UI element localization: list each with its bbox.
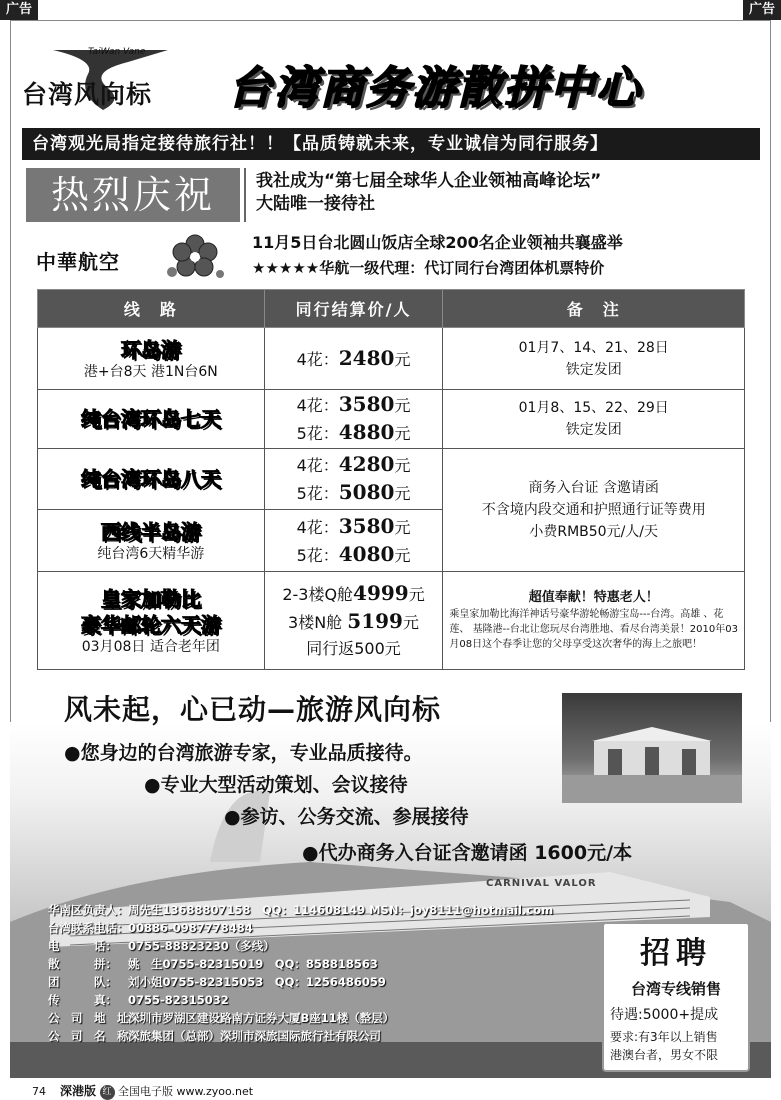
route-sub: 03月08日 适合老年团: [81, 638, 220, 655]
note-cell: [443, 449, 745, 572]
feature-item: ●参访、公务交流、参展接待: [224, 806, 469, 828]
currency: 元: [394, 484, 411, 503]
contact-label: 散 拼：: [48, 957, 117, 971]
divider: [244, 168, 246, 222]
route-cell: [38, 390, 265, 449]
page-number: 74: [32, 1085, 46, 1098]
price-label: 4花：: [296, 396, 339, 415]
route-sub: 港+台8天 港1N台6N: [83, 363, 218, 380]
contact-label: 华南区负责人：: [48, 903, 129, 917]
price-value: 4880: [338, 420, 395, 444]
note-line: 商务入台证 含邀请函: [528, 480, 659, 496]
note-highlight: 超值奉献！特惠老人！: [528, 590, 659, 605]
currency: 元: [394, 456, 411, 475]
currency: 元: [394, 424, 411, 443]
price-label: 5花：: [296, 484, 339, 503]
contact-value: 刘小姐0755-82315053 QQ：1256486059: [128, 975, 386, 989]
contact-row: [48, 992, 229, 1008]
edition-badge: 红: [100, 1085, 115, 1100]
route-cell: [38, 449, 265, 510]
gate-illustration: [562, 693, 742, 803]
table-header-row: [38, 290, 745, 328]
slogan: 风未起，心已动—旅游风向标: [64, 693, 442, 726]
currency: 元: [394, 545, 411, 565]
route-name: 西线半岛游: [100, 519, 201, 544]
currency: 元: [394, 517, 411, 537]
requirement-line: 港澳台者，男女不限: [610, 1048, 719, 1062]
contact-value: 0755-88823230（多线）: [128, 939, 275, 953]
plum-blossom-icon: [160, 230, 230, 280]
logo-subtitle: TaiWan Vane: [88, 47, 146, 57]
note-cell: [443, 390, 745, 449]
column-header: 同行结算价/人: [264, 290, 443, 328]
contact-row: [48, 902, 553, 918]
recruitment-title: 招聘: [640, 936, 712, 971]
airline-line1: 11月5日台北圆山饭店全球200名企业领袖共襄盛举: [252, 233, 623, 252]
recruitment-requirements: [610, 1028, 718, 1064]
route-cell: [38, 510, 265, 572]
price-label: 4花：: [296, 517, 339, 537]
celebrate-text: [256, 170, 601, 216]
price-label: 5花：: [296, 545, 339, 565]
ad-tag-left: 广告: [0, 0, 38, 20]
price-value: 5199: [347, 608, 403, 633]
price-table: [37, 289, 745, 670]
contact-value: 0755-82315032: [128, 993, 229, 1007]
contact-label: 团 队：: [48, 975, 117, 989]
price-cell: [264, 328, 443, 390]
recruitment-position: 台湾专线销售: [630, 980, 721, 998]
price-value: 4080: [338, 541, 395, 566]
price-cell: [264, 449, 443, 510]
table-row: [38, 572, 745, 670]
note-cell: [443, 572, 745, 670]
memorial-gate-photo: [562, 693, 742, 803]
banner-bar: 台湾观光局指定接待旅行社！！【品质铸就未来，专业诚信为同行服务】: [22, 128, 760, 160]
contact-value: 姚 生0755-82315019 QQ：858818563: [128, 957, 378, 971]
contact-row: [48, 1010, 394, 1026]
price-label: 3楼N舱: [288, 612, 348, 632]
contact-row: [48, 956, 378, 972]
price-label: 2-3楼Q舱: [282, 584, 354, 604]
currency: 元: [402, 612, 419, 632]
route-name: 皇家加勒比: [100, 586, 201, 611]
route-name: 纯台湾环岛八天: [80, 467, 221, 491]
price-value: 5080: [338, 480, 395, 504]
note-line: 01月7、14、21、28日: [518, 339, 669, 356]
celebrate-line1: 我社成为“第七届全球华人企业领袖高峰论坛”: [256, 171, 602, 191]
contact-label: 公 司 地 址：: [48, 1011, 140, 1025]
currency: 元: [394, 349, 411, 369]
contact-row: [48, 974, 386, 990]
logo-name: 台湾风向标: [22, 80, 153, 109]
price-value: 4280: [338, 452, 395, 476]
contact-label: 电 话：: [48, 939, 117, 953]
contact-value: 周先生13688807158 QQ：114608149 MSN：joy8111@hotmail.com: [128, 903, 554, 917]
feature-item: ●专业大型活动策划、会议接待: [144, 774, 408, 796]
column-header: 线 路: [38, 290, 265, 328]
route-name: 豪华邮轮六天游: [80, 612, 221, 637]
currency: 元: [408, 584, 425, 604]
price-label: 4花：: [296, 349, 339, 369]
price-label: 5花：: [296, 424, 339, 443]
feature-item: ●代办商务入台证含邀请函 1600元/本: [302, 842, 633, 864]
edition-label: 深港版: [60, 1084, 97, 1098]
price-cell: [264, 510, 443, 572]
feature-item: ●您身边的台湾旅游专家，专业品质接待。: [64, 742, 423, 764]
contact-row: [48, 920, 253, 936]
airline-line2: ★★★★★华航一级代理：代订同行台湾团体机票特价: [252, 259, 605, 277]
contact-label: 传 真：: [48, 993, 117, 1007]
column-header: 备 注: [443, 290, 745, 328]
ship-name: CARNIVAL VALOR: [486, 878, 597, 889]
route-sub: 纯台湾6天精华游: [97, 545, 205, 562]
note-line: 铁定发团: [565, 361, 622, 378]
celebrate-line2: 大陆唯一接待社: [256, 194, 375, 214]
website-link[interactable]: 全国电子版 www.zyoo.net: [118, 1085, 254, 1098]
contact-row: [48, 938, 275, 954]
price-label: 4花：: [296, 456, 339, 475]
price-cell: [264, 390, 443, 449]
table-row: [38, 328, 745, 390]
route-cell: [38, 328, 265, 390]
route-name: 环岛游: [120, 337, 181, 362]
contact-value: 深旅集团（总部）深圳市深旅国际旅行社有限公司: [128, 1029, 381, 1043]
ad-tag-right: 广告: [743, 0, 781, 20]
rebate: 同行返500元: [306, 638, 401, 658]
currency: 元: [394, 396, 411, 415]
price-value: 4999: [353, 580, 409, 605]
table-row: [38, 449, 745, 510]
note-line: 铁定发团: [565, 422, 622, 438]
requirement-line: 要求:有3年以上销售: [610, 1030, 718, 1044]
recruitment-pay: 待遇:5000+提成: [610, 1007, 719, 1023]
contact-value: 深圳市罗湖区建设路南方证券大厦B座11楼（整层）: [128, 1011, 395, 1025]
contact-row: [48, 1028, 381, 1044]
celebrate-banner: 热烈庆祝: [26, 168, 240, 222]
price-value: 2480: [338, 345, 395, 370]
price-value: 3580: [338, 392, 395, 416]
note-cell: [443, 328, 745, 390]
note-line: 小费RMB50元/人/天: [529, 524, 659, 540]
recruitment-box: [602, 922, 750, 1072]
airline-logo-text: 中華航空: [36, 250, 120, 274]
page-footer: [32, 1082, 253, 1100]
note-line: 01月8、15、22、29日: [518, 400, 669, 416]
main-title: 台湾商务游散拼中心: [228, 63, 642, 114]
table-row: [38, 390, 745, 449]
note-line: 不含境内段交通和护照通行证等费用: [481, 502, 706, 518]
contact-label: 台湾联系电话：: [48, 921, 129, 935]
route-cell: [38, 572, 265, 670]
note-text: 乘皇家加勒比海洋神话号豪华游轮畅游宝岛---台湾。高雄 、花莲、 基隆港--台北让您玩尽台湾胜地、看尽台湾美景！2010年03月08日这个春季让您的父母享受这次奢华的海上之旅吧！: [449, 609, 738, 650]
contact-value: 00886-0987778484: [128, 921, 253, 935]
contact-label: 公 司 名 称：: [48, 1029, 140, 1043]
price-value: 3580: [338, 513, 395, 538]
route-name: 纯台湾环岛七天: [80, 407, 221, 431]
price-cell: [264, 572, 443, 670]
